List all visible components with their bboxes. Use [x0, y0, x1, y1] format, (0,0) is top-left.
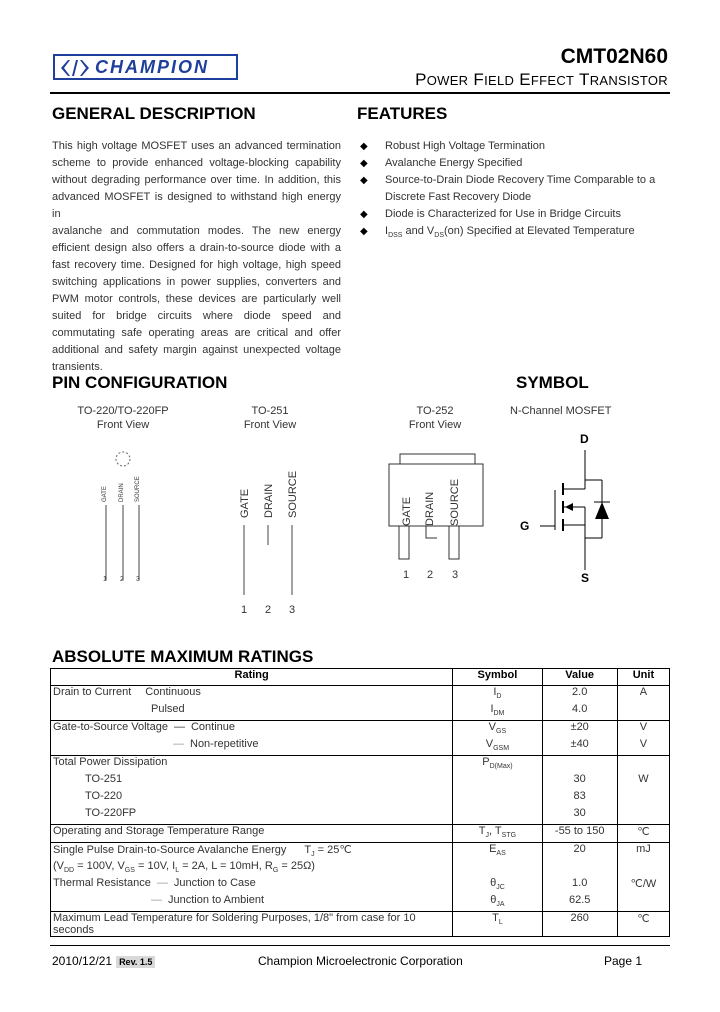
- diamond-bullet-icon: ◆: [360, 158, 368, 169]
- company-logo: [53, 54, 238, 80]
- pin-number: 2: [265, 604, 272, 616]
- pin-label-gate: GATE: [401, 496, 413, 526]
- absolute-maximum-ratings-table: [50, 668, 670, 937]
- features-list: [358, 138, 668, 244]
- avalanche-conditions: ($V_{DD} = 100V$, $V_{GS} = 10V$, $I_L = 2A$, L = 10mH, $R_G = 25\Omega$): [51, 860, 453, 877]
- footer-divider: [50, 945, 670, 946]
- footer-company: Champion Microelectronic Corporation: [258, 954, 463, 968]
- header-value: Value: [542, 669, 617, 686]
- footer-date: 2010/12/21 Rev. 1.5: [52, 954, 155, 968]
- to220-package-drawing: [95, 445, 145, 590]
- pin-label-source: SOURCE: [135, 476, 141, 502]
- diamond-bullet-icon: ◆: [360, 209, 368, 220]
- table-row: — Non-repetitive $V_{GSM}$ ±40 V: [51, 738, 670, 756]
- ratings-title: ABSOLUTE MAXIMUM RATINGS: [52, 647, 314, 666]
- table-row: Drain to Current Continuous $I_D$ 2.0 A: [51, 686, 670, 704]
- feature-item-continuation: Discrete Fast Recovery Diode: [385, 191, 532, 203]
- package-name-to220: TO-220/TO-220FP: [77, 405, 169, 417]
- table-row: Operating and Storage Temperature Range $T_J$, $T_{STG}$ -55 to 150 ℃: [51, 825, 670, 843]
- table-row: TO-220FP 30: [51, 807, 670, 825]
- header-divider: [50, 92, 670, 94]
- package-view-to252: Front View: [408, 419, 462, 431]
- diamond-bullet-icon: ◆: [360, 175, 368, 186]
- table-row: TO-251 30 W: [51, 773, 670, 790]
- gate-terminal-label: G: [520, 519, 530, 533]
- diamond-bullet-icon: ◆: [360, 226, 368, 237]
- feature-item: ◆ $I_{DSS}$ and $V_{DS}(on)$ Specified at Elevated Temperature: [360, 225, 635, 240]
- pin-number: 3: [289, 604, 296, 616]
- feature-item: ◆ Diode is Characterized for Use in Bridge Circuits: [358, 206, 668, 223]
- package-view-to220: Front View: [96, 419, 150, 431]
- package-view-to251: Front View: [243, 419, 297, 431]
- revision-badge: Rev. 1.5: [116, 956, 155, 968]
- document-subtitle: POWER FIELD EFFECT TRANSISTOR: [415, 70, 668, 89]
- pin-number: 2: [120, 576, 124, 583]
- pin-number: 1: [103, 576, 107, 583]
- pin-number: 2: [427, 569, 434, 581]
- pin-label-drain: DRAIN: [119, 483, 125, 502]
- table-row: TO-220 83: [51, 790, 670, 807]
- feature-item: ◆ Source-to-Drain Diode Recovery Time Comparable to a: [358, 172, 668, 189]
- pin-number: 3: [136, 576, 140, 583]
- pin-number: 1: [403, 569, 410, 581]
- logo-text: CHAMPION: [95, 57, 209, 77]
- general-description-body: This high voltage MOSFET uses an advanced termination scheme to provide enhanced voltage-blocking capability without degrading performance over time. In addition, this advanced MOSFET is designed to withstand high energy in avalanche and commutation modes. The new energy efficient design also offers a drain-to-source diode with a fast recovery time. Designed for high voltage, high speed switching applications in power supplies, converters and PWM motor controls, these devices are particularly well suited for bridge circuits where diode speed and commutating safe operating areas are critical and offer additional and safety margin against unexpected voltage transients.: [52, 140, 341, 373]
- pin-number: 3: [452, 569, 459, 581]
- footer-page-number: Page 1: [604, 954, 643, 968]
- header-rating: Rating: [51, 669, 453, 686]
- n-channel-mosfet-symbol-icon: [530, 450, 620, 570]
- package-name-to251: TO-251: [251, 405, 289, 417]
- feature-item: ◆ Avalanche Energy Specified: [358, 155, 668, 172]
- part-number: CMT02N60: [560, 45, 668, 68]
- pin-number: 1: [241, 604, 248, 616]
- table-row: Total Power Dissipation $P_{D(Max)}$: [51, 756, 670, 774]
- pin-label-source: SOURCE: [449, 478, 461, 526]
- pin-configuration-title: PIN CONFIGURATION: [52, 373, 228, 392]
- symbol-type: N-Channel MOSFET: [510, 405, 612, 417]
- header-symbol: Symbol: [453, 669, 542, 686]
- to251-package-drawing: [230, 445, 310, 605]
- features-title: FEATURES: [357, 104, 448, 123]
- source-terminal-label: S: [581, 571, 590, 585]
- package-name-to252: TO-252: [416, 405, 454, 417]
- table-row: Single Pulse Drain-to-Source Avalanche Energy $T_J$ = 25℃ $E_{AS}$ 20 mJ: [51, 843, 670, 861]
- table-row: Maximum Lead Temperature for Soldering Purposes, 1/8" from case for 10 seconds $T_L$ 260 ℃: [51, 912, 670, 937]
- header-unit: Unit: [617, 669, 669, 686]
- symbol-title: SYMBOL: [516, 373, 589, 392]
- pin-label-source: SOURCE: [287, 470, 299, 518]
- general-description-title: GENERAL DESCRIPTION: [52, 104, 256, 123]
- champion-logo-icon: [59, 58, 91, 78]
- pin-label-gate: GATE: [102, 486, 108, 502]
- table-header-row: [51, 669, 670, 686]
- table-row: [51, 860, 670, 877]
- drain-terminal-label: D: [580, 432, 589, 446]
- table-row: Thermal Resistance — Junction to Case $\theta_{JC}$ 1.0 ℃/W: [51, 877, 670, 894]
- table-row: Pulsed $I_{DM}$ 4.0: [51, 703, 670, 721]
- feature-item: ◆ Robust High Voltage Termination: [358, 138, 668, 155]
- pin-label-drain: DRAIN: [424, 491, 436, 526]
- table-row: Gate-to-Source Voltage — Continue $V_{GS}$ ±20 V: [51, 721, 670, 739]
- table-row: — Junction to Ambient $\theta_{JA}$ 62.5: [51, 894, 670, 912]
- diamond-bullet-icon: ◆: [360, 141, 368, 152]
- pin-label-gate: GATE: [239, 488, 251, 518]
- pin-label-drain: DRAIN: [263, 483, 275, 518]
